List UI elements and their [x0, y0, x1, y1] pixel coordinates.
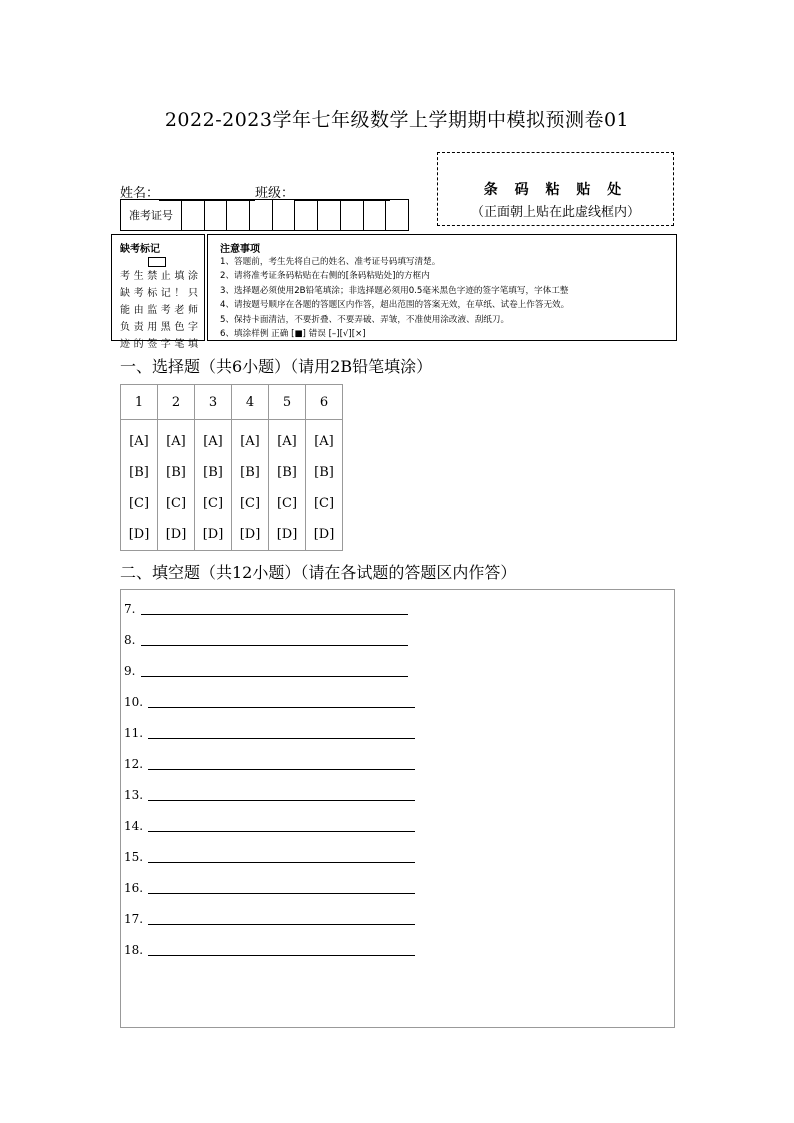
name-label: 姓名： — [120, 186, 160, 201]
answer-line[interactable] — [148, 831, 415, 832]
answer-line[interactable] — [148, 738, 415, 739]
exam-number-cell[interactable] — [182, 200, 205, 230]
absent-mark-checkbox[interactable] — [148, 257, 166, 267]
option-a[interactable]: [A] — [240, 434, 260, 449]
multiple-choice-grid — [120, 384, 343, 551]
absent-mark-line: 考生禁止填涂 — [120, 271, 198, 282]
fill-item-number: 14. — [124, 819, 144, 833]
option-b[interactable]: [B] — [166, 465, 186, 480]
answer-line[interactable] — [148, 862, 415, 863]
exam-number-grid — [120, 199, 409, 231]
answer-line[interactable] — [148, 769, 415, 770]
answer-line[interactable] — [141, 614, 408, 615]
absent-mark-line: 缺考标记！只 — [120, 288, 198, 299]
fill-item — [124, 695, 143, 709]
fill-item-number: 15. — [124, 850, 144, 864]
barcode-area — [437, 152, 674, 226]
absent-mark-line: 迹的签字笔填 — [120, 339, 198, 350]
answer-line[interactable] — [148, 955, 415, 956]
fill-in-answer-area — [120, 589, 675, 1028]
answer-options-q2 — [158, 420, 195, 551]
fill-item-number: 8. — [124, 633, 136, 647]
option-c[interactable]: [C] — [128, 496, 150, 511]
answer-options-q3 — [195, 420, 232, 551]
notes-item: 4、请按题号顺序在各题的答题区内作答，超出范围的答案无效，在草纸、试卷上作答无效。 — [220, 300, 570, 311]
question-number: 3 — [195, 385, 232, 420]
option-d[interactable]: [D] — [128, 527, 150, 542]
option-b[interactable]: [B] — [314, 465, 334, 480]
exam-number-cell[interactable] — [386, 200, 408, 230]
option-d[interactable]: [D] — [239, 527, 261, 542]
exam-number-cell[interactable] — [205, 200, 228, 230]
option-b[interactable]: [B] — [240, 465, 260, 480]
notes-item: 1、答题前，考生先将自己的姓名、准考证号码填写清楚。 — [220, 257, 441, 267]
option-c[interactable]: [C] — [276, 496, 298, 511]
fill-item-number: 18. — [124, 943, 144, 957]
answer-options-q5 — [269, 420, 306, 551]
notes-item: 2、请将准考证条码粘贴在右侧的[条码粘贴处]的方框内 — [220, 271, 430, 282]
answer-line[interactable] — [148, 924, 415, 925]
option-c[interactable]: [C] — [202, 496, 224, 511]
fill-item-number: 9. — [124, 664, 136, 678]
option-d[interactable]: [D] — [202, 527, 224, 542]
fill-item — [124, 943, 143, 957]
exam-number-cell[interactable] — [364, 200, 387, 230]
fill-item — [124, 912, 143, 926]
exam-number-label: 准考证号 — [121, 200, 182, 230]
fill-item — [124, 788, 143, 802]
fill-item — [124, 850, 143, 864]
fill-item — [124, 633, 135, 647]
fill-item — [124, 602, 135, 616]
page-title: 2022-2023学年七年级数学上学期期中模拟预测卷01 — [164, 109, 630, 131]
absent-mark-box — [111, 234, 205, 350]
question-number: 1 — [121, 385, 158, 420]
notes-item: 5、保持卡面清洁，不要折叠、不要弄破、弄皱，不准使用涂改液、刮纸刀。 — [220, 314, 510, 325]
barcode-title: 条 码 粘 贴 处 — [483, 182, 628, 198]
option-c[interactable]: [C] — [313, 496, 335, 511]
question-number: 6 — [306, 385, 343, 420]
answer-options-q1 — [121, 420, 158, 551]
fill-item-number: 12. — [124, 757, 144, 771]
answer-options-q4 — [232, 420, 269, 551]
answer-line[interactable] — [148, 893, 415, 894]
exam-number-cell[interactable] — [295, 200, 318, 230]
answer-line[interactable] — [148, 707, 415, 708]
option-a[interactable]: [A] — [277, 434, 297, 449]
fill-item-number: 11. — [124, 726, 144, 740]
option-a[interactable]: [A] — [166, 434, 186, 449]
question-number: 4 — [232, 385, 269, 420]
option-c[interactable]: [C] — [165, 496, 187, 511]
exam-number-cell[interactable] — [341, 200, 364, 230]
fill-item-number: 10. — [124, 695, 144, 709]
option-b[interactable]: [B] — [129, 465, 149, 480]
fill-item — [124, 664, 135, 678]
fill-item — [124, 819, 143, 833]
answer-line[interactable] — [148, 800, 415, 801]
fill-item-number: 13. — [124, 788, 144, 802]
barcode-instruction: （正面朝上贴在此虚线框内） — [470, 205, 640, 220]
exam-number-cell[interactable] — [273, 200, 296, 230]
absent-mark-line: 负责用黑色字 — [120, 322, 198, 333]
option-b[interactable]: [B] — [203, 465, 223, 480]
option-d[interactable]: [D] — [276, 527, 298, 542]
absent-mark-line: 能由监考老师 — [120, 305, 198, 316]
fill-item — [124, 726, 143, 740]
answer-line[interactable] — [141, 676, 408, 677]
exam-number-cell[interactable] — [227, 200, 250, 230]
notes-item: 6、填涂样例 正确 [■] 错误 [–][√][×] — [220, 329, 366, 340]
fill-item — [124, 881, 143, 895]
exam-number-cell[interactable] — [318, 200, 341, 230]
notes-title: 注意事项 — [220, 244, 260, 255]
section2-title: 二、填空题（共12小题）（请在各试题的答题区内作答） — [120, 563, 517, 582]
fill-item-number: 17. — [124, 912, 144, 926]
class-label: 班级： — [255, 186, 295, 201]
option-a[interactable]: [A] — [129, 434, 149, 449]
fill-item — [124, 757, 143, 771]
exam-number-cell[interactable] — [250, 200, 273, 230]
answer-options-q6 — [306, 420, 343, 551]
absent-mark-title: 缺考标记 — [120, 244, 160, 255]
notes-item: 3、选择题必须使用2B铅笔填涂；非选择题必须用0.5毫米黑色字迹的签字笔填写，字体工整 — [220, 285, 569, 296]
option-b[interactable]: [B] — [277, 465, 297, 480]
option-c[interactable]: [C] — [239, 496, 261, 511]
answer-line[interactable] — [141, 645, 408, 646]
option-d[interactable]: [D] — [313, 527, 335, 542]
section1-title: 一、选择题（共6小题）（请用2B铅笔填涂） — [120, 357, 433, 376]
question-number: 2 — [158, 385, 195, 420]
fill-item-number: 16. — [124, 881, 144, 895]
question-number: 5 — [269, 385, 306, 420]
option-a[interactable]: [A] — [314, 434, 334, 449]
notes-box — [207, 234, 677, 341]
option-a[interactable]: [A] — [203, 434, 223, 449]
option-d[interactable]: [D] — [165, 527, 187, 542]
fill-item-number: 7. — [124, 602, 136, 616]
